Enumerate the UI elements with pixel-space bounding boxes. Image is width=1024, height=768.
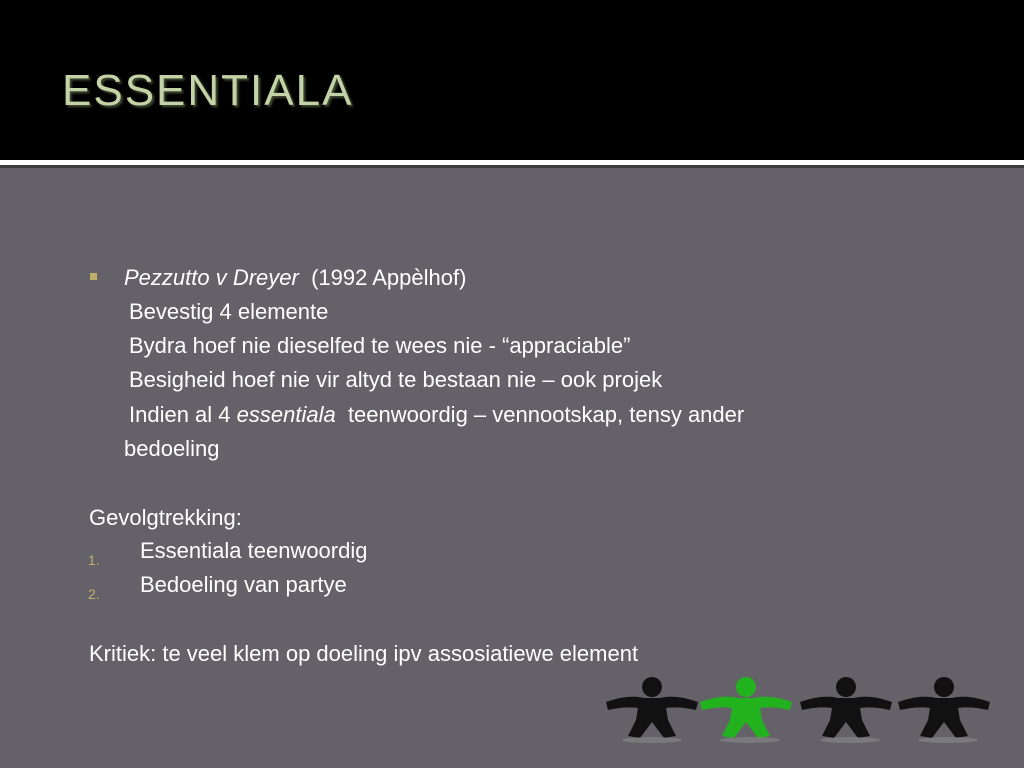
line4-suffix: teenwoordig – vennootskap, tensy ander	[335, 402, 745, 427]
list-number-1: 1.	[88, 552, 100, 568]
list-item-2: Bedoeling van partye	[140, 572, 347, 597]
body-line-1: Bevestig 4 elemente	[129, 299, 329, 324]
critique-text: Kritiek: te veel klem op doeling ipv assosiatiewe element	[89, 641, 639, 666]
line4-prefix: Indien al 4	[129, 402, 237, 427]
list-number-2: 2.	[88, 586, 100, 602]
body-line-4	[129, 398, 744, 432]
line4-emphasis: essentiala	[236, 402, 336, 427]
list-item-1: Essentiala teenwoordig	[140, 538, 368, 563]
paper-chain-people-icon	[600, 676, 1000, 746]
slide-title: ESSENTIALA	[62, 66, 354, 115]
body-line-4-continued: bedoeling	[124, 436, 220, 461]
body-line-3: Besigheid hoef nie vir altyd te bestaan nie – ook projek	[129, 367, 663, 392]
conclusion-heading: Gevolgtrekking:	[89, 505, 242, 530]
case-citation: (1992 Appèlhof)	[298, 265, 467, 290]
case-reference	[124, 261, 466, 295]
body-line-2: Bydra hoef nie dieselfed te wees nie - “appraciable”	[129, 333, 631, 358]
bullet-square-icon	[90, 273, 97, 280]
case-name: Pezzutto v Dreyer	[124, 265, 299, 290]
